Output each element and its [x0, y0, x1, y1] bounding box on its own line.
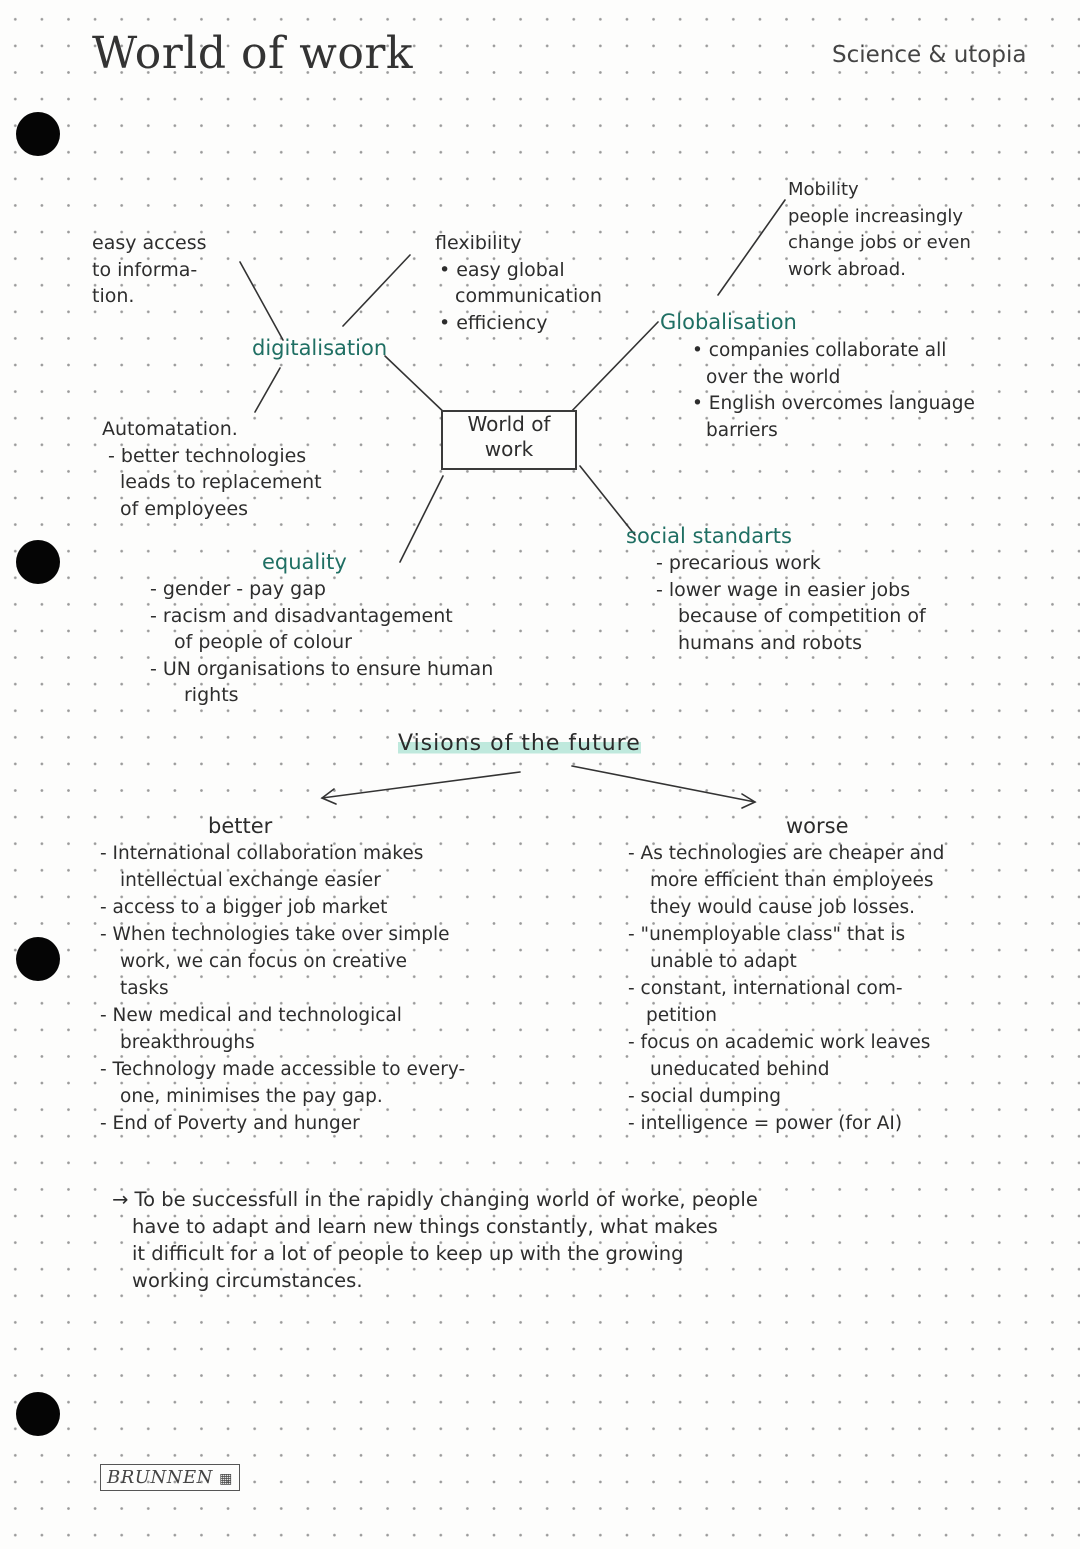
globalisation-points	[692, 338, 975, 444]
list-item: - End of Poverty and hunger	[100, 1113, 360, 1134]
automatation-note	[102, 416, 322, 522]
better-heading: better	[208, 814, 273, 838]
list-item: intellectual exchange easier	[120, 870, 381, 891]
list-item: - As technologies are cheaper and	[628, 843, 945, 864]
center-line-2: work	[484, 437, 534, 461]
list-item: - access to a bigger job market	[100, 897, 388, 918]
line-flex-to-digital	[343, 255, 410, 326]
brand-mark-icon: ▦	[219, 1471, 233, 1487]
list-item: have to adapt and learn new things constantly, what makes	[132, 1215, 718, 1238]
list-item: - racism and disadvantagement	[150, 604, 453, 627]
list-item: - better technologies	[108, 444, 307, 467]
list-item: work, we can focus on creative	[120, 951, 408, 972]
list-item: communication	[455, 285, 602, 307]
list-item: - lower wage in easier jobs	[656, 578, 911, 601]
list-item: rights	[184, 684, 239, 706]
list-item: they would cause job losses.	[650, 897, 915, 918]
list-item: tion.	[92, 285, 135, 307]
list-item: - New medical and technological	[100, 1005, 402, 1026]
list-item: - social dumping	[628, 1086, 782, 1107]
line-globalisation-to-mobility	[718, 200, 785, 295]
list-item: to informa-	[92, 258, 198, 281]
list-item: - International collaboration makes	[100, 843, 424, 864]
list-item: more efficient than employees	[650, 870, 934, 891]
list-item: humans and robots	[678, 631, 863, 654]
line-access-to-digital	[240, 262, 283, 340]
equality-points	[150, 576, 493, 709]
list-item: it difficult for a lot of people to keep up with the growing	[132, 1242, 684, 1265]
list-item: Mobility	[788, 179, 859, 200]
list-item: • companies collaborate all	[692, 340, 947, 361]
list-item: of people of colour	[174, 631, 352, 653]
list-item: - gender - pay gap	[150, 578, 326, 600]
list-item: breakthroughs	[120, 1032, 255, 1053]
list-item: over the world	[706, 366, 841, 388]
equality-heading: equality	[262, 550, 347, 574]
list-item: tasks	[120, 978, 169, 999]
list-item: Automatation.	[102, 418, 238, 440]
conclusion-note	[112, 1186, 758, 1294]
social-standards-points	[656, 550, 926, 656]
list-item: flexibility	[435, 232, 522, 254]
better-points	[100, 840, 465, 1137]
list-item: - intelligence = power (for AI)	[628, 1113, 903, 1134]
list-item: easy access	[92, 232, 207, 254]
list-item: uneducated behind	[650, 1059, 830, 1080]
mindmap-center	[441, 410, 577, 470]
worse-points	[628, 840, 944, 1137]
list-item: - "unemployable class" that is	[628, 924, 906, 945]
list-item: work abroad.	[788, 258, 906, 280]
easy-access-note	[92, 230, 207, 310]
mobility-note	[788, 177, 971, 283]
list-item: • efficiency	[439, 311, 548, 334]
visions-heading: Visions of the future	[398, 731, 641, 756]
list-item: petition	[646, 1005, 717, 1026]
line-digital-to-center	[385, 356, 450, 418]
list-item: - When technologies take over simple	[100, 924, 450, 945]
list-item: - precarious work	[656, 552, 821, 574]
list-item: people increasingly	[788, 205, 964, 227]
arrow-better	[322, 772, 520, 798]
brand-text: BRUNNEN	[107, 1467, 213, 1488]
list-item: one, minimises the pay gap.	[120, 1086, 383, 1107]
list-item: - UN organisations to ensure human	[150, 657, 494, 680]
list-item: - constant, international com-	[628, 978, 903, 999]
center-line-1: World of	[467, 412, 551, 436]
brand-logo	[100, 1464, 240, 1491]
list-item: - focus on academic work leaves	[628, 1032, 931, 1053]
list-item: leads to replacement	[120, 471, 322, 493]
list-item: of employees	[120, 497, 249, 520]
arrow-worse	[572, 766, 755, 802]
list-item: • English overcomes language	[692, 393, 975, 414]
line-center-to-globalisation	[567, 322, 658, 416]
list-item: → To be successfull in the rapidly changing world of worke, people	[112, 1188, 758, 1211]
line-digital-to-automation	[255, 368, 280, 412]
digitalisation-heading: digitalisation	[252, 336, 388, 360]
list-item: • easy global	[439, 258, 565, 281]
globalisation-heading: Globalisation	[660, 310, 797, 334]
list-item: because of competition of	[678, 605, 926, 627]
line-center-to-equality	[400, 476, 443, 562]
flexibility-note	[435, 230, 602, 336]
list-item: working circumstances.	[132, 1269, 363, 1292]
page-title: World of work	[92, 28, 414, 79]
list-item: - Technology made accessible to every-	[100, 1059, 466, 1080]
list-item: barriers	[706, 419, 778, 441]
social-standards-heading: social standarts	[626, 524, 792, 548]
list-item: unable to adapt	[650, 951, 797, 972]
list-item: change jobs or even	[788, 232, 971, 253]
worse-heading: worse	[786, 814, 849, 838]
subject-label: Science & utopia	[832, 42, 1027, 68]
